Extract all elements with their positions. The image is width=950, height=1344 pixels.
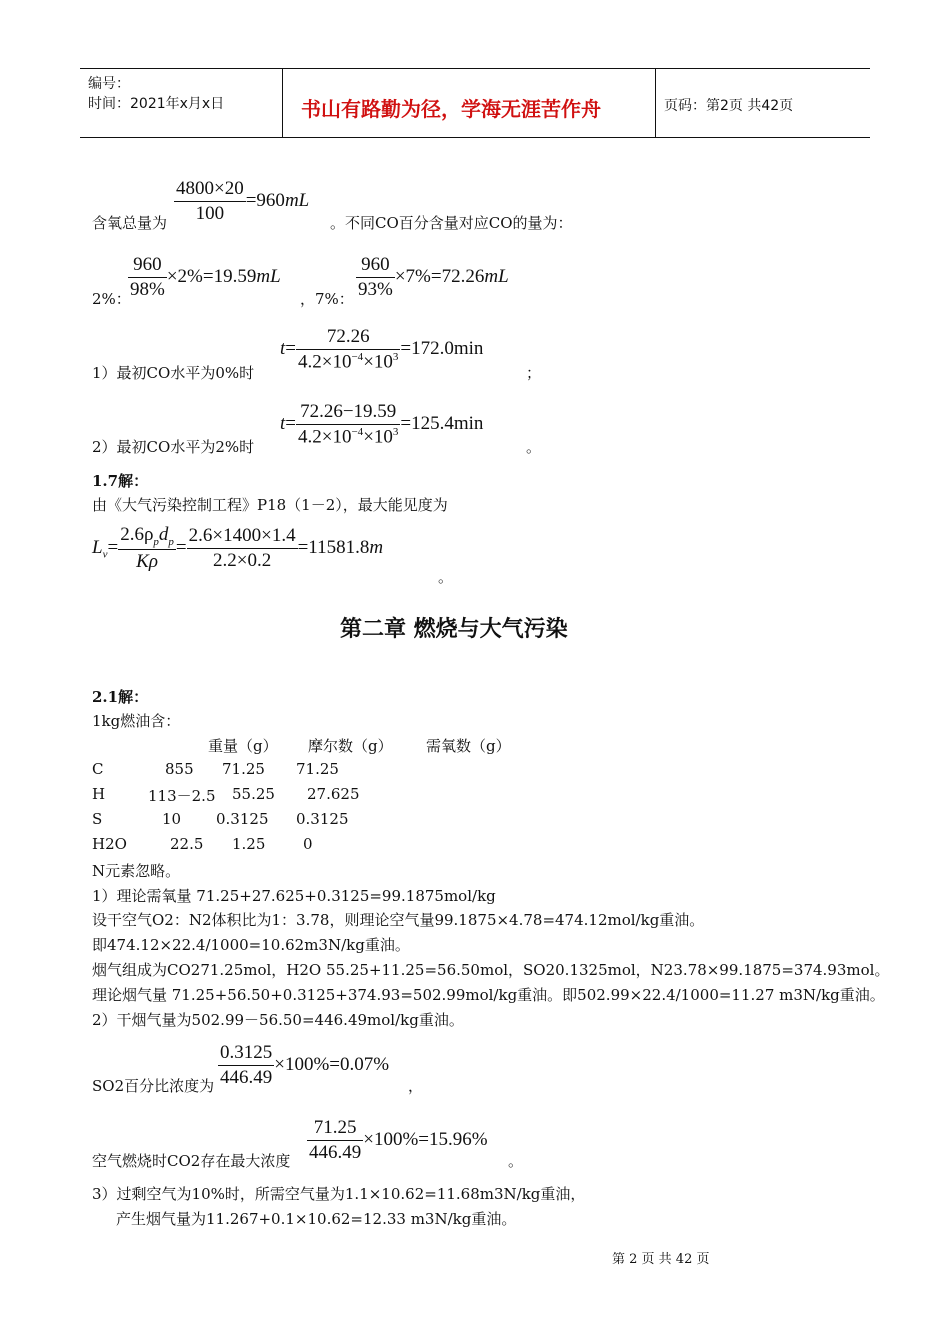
page-footer: 第 2 页 共 42 页: [612, 1252, 710, 1267]
time-symbol: t: [280, 413, 286, 435]
page-label: 页码：第2页 共42页: [664, 98, 794, 114]
table-cell: C: [92, 760, 104, 778]
serial-label: 编号：: [88, 76, 130, 92]
section-1-7-title: 1.7解：: [92, 472, 149, 490]
table-cell: 55.25: [232, 785, 275, 803]
table-cell: 855: [165, 760, 194, 778]
section-1-7-intro: 由《大气污染控制工程》P18（1－2），最大能见度为: [92, 496, 448, 514]
table-header-oxygen: 需氧数（g）: [426, 737, 511, 755]
header-meta-cell: [80, 69, 283, 137]
section-2-1-intro: 1kg燃油含：: [92, 712, 181, 730]
chapter-title: 第二章 燃烧与大气污染: [340, 617, 568, 642]
table-cell: H: [92, 785, 106, 803]
pct2-label: 2%：: [92, 290, 131, 308]
date-label: 时间：2021年x月x日: [88, 96, 225, 112]
formula-result: =172.0min: [400, 338, 484, 360]
fraction-num: 4800×20: [174, 178, 246, 202]
co-amount-text: 。不同CO百分含量对应CO的量为：: [330, 214, 573, 232]
table-header-moles: 摩尔数（g）: [308, 737, 393, 755]
fraction-den: $4.2\times 10^{-4}\times 10^3$: [298, 426, 399, 448]
fraction-num: 71.25: [307, 1117, 363, 1141]
case2-formula: t= $\frac{72.26-19.59}{4.2\times 10^{-4}\times 10^3}$ =125.4min: [280, 401, 484, 448]
table-cell: 1.25: [232, 835, 266, 853]
fraction-num: 960: [356, 254, 395, 278]
formula-result: ×2%=19.59: [166, 265, 257, 287]
time-symbol: t: [280, 338, 286, 360]
air-volume-line: 即474.12×22.4/1000=10.62m3N/kg重油。: [92, 936, 410, 954]
excess-air-line: 3）过剩空气为10%时，所需空气量为1.1×10.62=11.68m3N/kg重油，: [92, 1185, 586, 1203]
fraction-den: 100: [195, 203, 225, 224]
table-cell: 27.625: [307, 785, 360, 803]
formula-result: ×7%=72.26: [394, 265, 485, 287]
oxygen-total-formula: [174, 178, 309, 225]
formula-result: ×100%=15.96%: [363, 1128, 488, 1150]
fraction-num: 0.3125: [218, 1042, 274, 1066]
co2-punct: 。: [508, 1152, 524, 1170]
visibility-punct: 。: [438, 568, 454, 586]
fraction-den: 446.49: [309, 1142, 362, 1163]
table-cell: 22.5: [170, 835, 204, 853]
pct7-label: ，7%：: [300, 290, 354, 308]
table-cell: 71.25: [222, 760, 265, 778]
pct7-formula: [356, 254, 509, 301]
case1-formula: t= $\frac{72.26}{4.2\times 10^{-4}\times 10^3}$ =172.0min: [280, 326, 484, 373]
table-cell: 0.3125: [296, 810, 349, 828]
pct2-formula: [128, 254, 281, 301]
so2-label: SO2百分比浓度为: [92, 1077, 215, 1095]
header-page-cell: [656, 69, 870, 137]
so2-punct: ，: [408, 1077, 424, 1095]
formula-result: =960: [245, 189, 285, 211]
oxygen-total-label: 含氧总量为: [92, 214, 168, 232]
table-cell: 113－2.5: [148, 787, 216, 805]
co2-label: 空气燃烧时CO2存在最大浓度: [92, 1152, 291, 1170]
so2-formula: [218, 1042, 389, 1089]
table-cell: S: [92, 810, 103, 828]
fraction-num: 72.26: [296, 326, 400, 350]
visibility-formula: $L_v=$ $\frac{2.6\rho_pd_p}{K\rho}$ = $\frac{2.6\times 1400\times 1.4}{2.2\times 0.2}$ =11581.8m: [92, 524, 384, 572]
fraction-num: 72.26−19.59: [296, 401, 400, 425]
table-cell: 0.3125: [216, 810, 269, 828]
formula-result: ×100%=0.07%: [274, 1053, 390, 1075]
case2-punct: 。: [526, 438, 542, 456]
air-ratio-line: 设干空气O2：N2体积比为1：3.78，则理论空气量99.1875×4.78=474.12mol/kg重油。: [92, 911, 705, 929]
theory-oxygen-line: 1）理论需氧量 71.25+27.625+0.3125=99.1875mol/kg: [92, 887, 496, 905]
formula-unit: mL: [256, 265, 281, 287]
n-note: N元素忽略。: [92, 862, 181, 880]
table-cell: H2O: [92, 835, 127, 853]
motto: 书山有路勤为径，学海无涯苦作舟: [301, 97, 601, 121]
formula-unit: mL: [284, 189, 310, 211]
fraction-den: 98%: [130, 279, 165, 300]
table-cell: 0: [303, 835, 313, 853]
formula-result: =125.4min: [400, 413, 484, 435]
theory-flue-line: 理论烟气量 71.25+56.50+0.3125+374.93=502.99mol/kg重油。即502.99×22.4/1000=11.27 m3N/kg重油。: [92, 986, 885, 1004]
fraction-num: 960: [128, 254, 167, 278]
fraction-den: $4.2\times 10^{-4}\times 10^3$: [298, 351, 399, 373]
table-cell: 71.25: [296, 760, 339, 778]
table-cell: 10: [162, 810, 182, 828]
case2-label: 2）最初CO水平为2%时: [92, 438, 255, 456]
case1-punct: ；: [526, 364, 542, 382]
header-motto-cell: [283, 69, 656, 137]
section-2-1-title: 2.1解：: [92, 688, 149, 706]
table-header-weight: 重量（g）: [208, 737, 278, 755]
excess-flue-line: 产生烟气量为11.267+0.1×10.62=12.33 m3N/kg重油。: [116, 1210, 517, 1228]
page-header: [80, 68, 870, 138]
flue-composition-line: 烟气组成为CO271.25mol，H2O 55.25+11.25=56.50mol，SO20.1325mol，N23.78×99.1875=374.93mol。: [92, 961, 890, 979]
fraction-den: 93%: [358, 279, 393, 300]
co2-formula: [307, 1117, 488, 1164]
case1-label: 1）最初CO水平为0%时: [92, 364, 255, 382]
formula-unit: mL: [484, 265, 509, 287]
fraction-den: 446.49: [220, 1067, 273, 1088]
dry-flue-line: 2）干烟气量为502.99－56.50=446.49mol/kg重油。: [92, 1011, 464, 1029]
